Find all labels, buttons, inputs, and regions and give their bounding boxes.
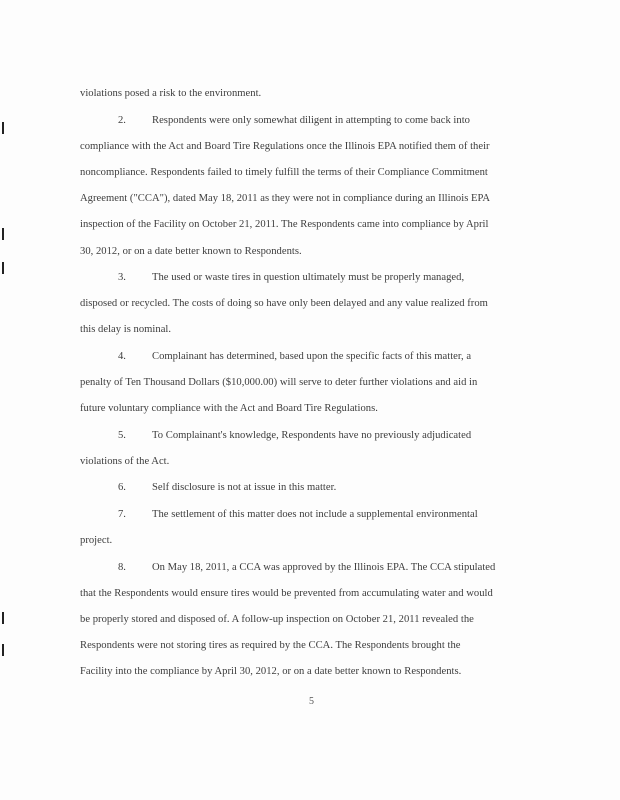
paragraph-line: noncompliance. Respondents failed to timely fulfill the terms of their Compliance Commitment [80, 167, 488, 178]
scan-edge-mark [2, 122, 4, 134]
paragraph-line: The settlement of this matter does not include a supplemental environmental [152, 509, 478, 520]
paragraph-line: The used or waste tires in question ultimately must be properly managed, [152, 272, 465, 283]
page-number: 5 [309, 696, 314, 707]
paragraph-number: 8. [118, 562, 126, 573]
paragraph-line: compliance with the Act and Board Tire Regulations once the Illinois EPA notified them of their [80, 141, 490, 152]
paragraph-line: Self disclosure is not at issue in this matter. [152, 482, 337, 493]
paragraph-number: 3. [118, 272, 126, 283]
paragraph-line: 30, 2012, or on a date better known to Respondents. [80, 246, 302, 257]
paragraph-line: violations of the Act. [80, 456, 170, 467]
paragraph-line: that the Respondents would ensure tires would be prevented from accumulating water and would [80, 588, 493, 599]
paragraph-line: be properly stored and disposed of. A follow-up inspection on October 21, 2011 revealed the [80, 614, 474, 625]
paragraph-number: 2. [118, 115, 126, 126]
paragraph-number: 6. [118, 482, 126, 493]
paragraph-number: 7. [118, 509, 126, 520]
scan-edge-mark [2, 612, 4, 624]
paragraph-line: this delay is nominal. [80, 324, 172, 335]
paragraph-line: Facility into the compliance by April 30, 2012, or on a date better known to Respondents. [80, 666, 462, 677]
paragraph-line: violations posed a risk to the environment. [80, 88, 262, 99]
paragraph-line: Respondents were only somewhat diligent in attempting to come back into [152, 115, 470, 126]
paragraph-line: project. [80, 535, 113, 546]
paragraph-line: Respondents were not storing tires as required by the CCA. The Respondents brought the [80, 640, 461, 651]
paragraph-line: disposed or recycled. The costs of doing so have only been delayed and any value realized from [80, 298, 488, 309]
paragraph-line: Complainant has determined, based upon the specific facts of this matter, a [152, 351, 472, 362]
scan-edge-mark [2, 228, 4, 240]
paragraph-line: On May 18, 2011, a CCA was approved by the Illinois EPA. The CCA stipulated [152, 562, 496, 573]
paragraph-line: inspection of the Facility on October 21, 2011. The Respondents came into compliance by April [80, 219, 489, 230]
paragraph-line: future voluntary compliance with the Act and Board Tire Regulations. [80, 403, 378, 414]
paragraph-line: penalty of Ten Thousand Dollars ($10,000.00) will serve to deter further violations and aid in [80, 377, 478, 388]
paragraph-line: To Complainant's knowledge, Respondents have no previously adjudicated [152, 430, 472, 441]
paragraph-number: 5. [118, 430, 126, 441]
scan-edge-mark [2, 262, 4, 274]
scan-edge-mark [2, 644, 4, 656]
paragraph-line: Agreement ("CCA"), dated May 18, 2011 as they were not in compliance during an Illinois EPA [80, 193, 491, 204]
paragraph-number: 4. [118, 351, 126, 362]
